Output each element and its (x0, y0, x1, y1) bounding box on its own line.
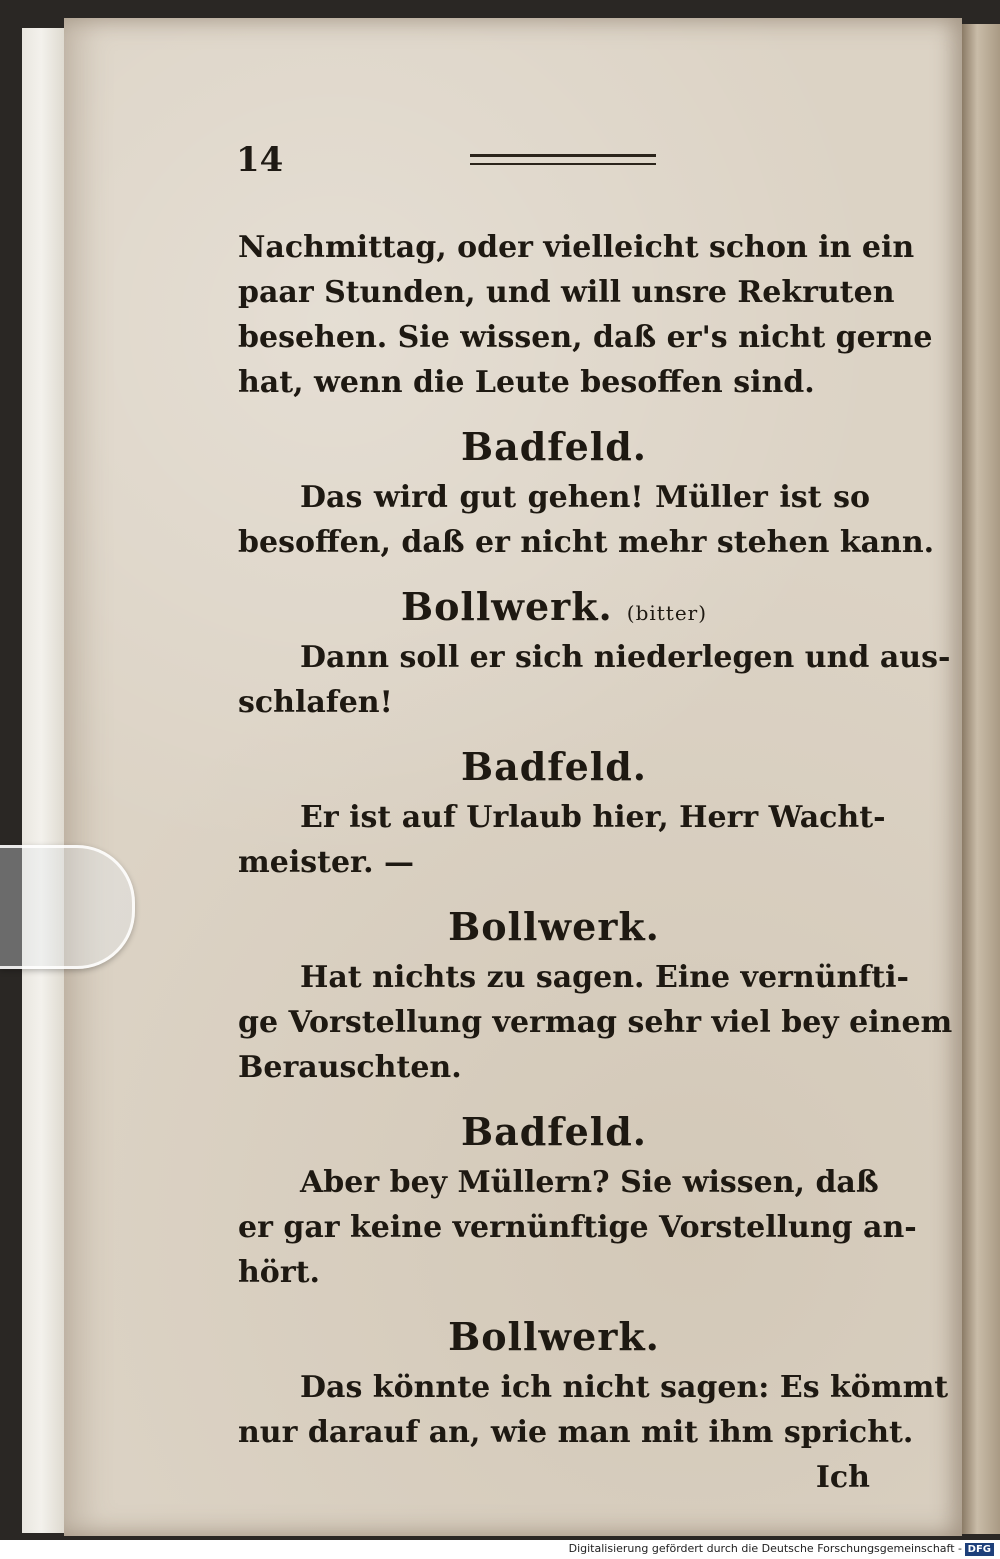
text-line: Hat nichts zu sagen. Eine vernünfti- (300, 960, 909, 995)
text-line: besoffen, daß er nicht mehr stehen kann. (238, 525, 935, 560)
speaker-name (238, 743, 870, 791)
page-number: 14 (236, 140, 284, 180)
text-line: Nachmittag, oder vielleicht schon in ein (238, 230, 915, 265)
header-rule (470, 154, 656, 165)
text-line: paar Stunden, und will unsre Rekruten (238, 275, 895, 310)
speaker-name (238, 423, 870, 471)
text-line: Aber bey Müllern? Sie wissen, daß (300, 1165, 879, 1200)
text-line: Berauschten. (238, 1050, 462, 1085)
speaker-label: Badfeld. (460, 1109, 648, 1154)
text-line: Er ist auf Urlaub hier, Herr Wacht- (300, 800, 886, 835)
text-line: meister. — (238, 845, 415, 880)
text-line: besehen. Sie wissen, daß er's nicht gerne (238, 320, 933, 355)
page-header (236, 140, 856, 180)
speaker-label: Badfeld. (460, 424, 648, 469)
text-line: Dann soll er sich niederlegen und aus- (300, 640, 951, 675)
speaker-name (238, 1313, 870, 1361)
speaker-name (238, 903, 870, 951)
text-line: Das könnte ich nicht sagen: Es kömmt (300, 1370, 949, 1405)
text-line: Das wird gut gehen! Müller ist so (300, 480, 870, 515)
stage-direction: (bitter) (626, 601, 708, 625)
facing-page-edge (962, 24, 1000, 1534)
text-line: ge Vorstellung vermag sehr viel bey einem (238, 1005, 953, 1040)
page-clip (0, 845, 135, 969)
text-line: er gar keine vernünftige Vorstellung an- (238, 1210, 917, 1245)
speaker-name (238, 1108, 870, 1156)
speaker-label: Badfeld. (460, 744, 648, 789)
speaker-label: Bollwerk. (448, 1314, 660, 1359)
text-line: hat, wenn die Leute besoffen sind. (238, 365, 815, 400)
catchword: Ich (815, 1460, 870, 1495)
footer-bar (0, 1540, 1000, 1559)
page-body (238, 225, 953, 1500)
funding-credit: Digitalisierung gefördert durch die Deutsche Forschungsgemeinschaft - (568, 1542, 962, 1555)
dfg-logo: DFG (965, 1543, 994, 1556)
text-line: nur darauf an, wie man mit ihm spricht. (238, 1415, 914, 1450)
speaker-label: Bollwerk. (448, 904, 660, 949)
speaker-name (238, 583, 870, 631)
speaker-label: Bollwerk. (400, 584, 613, 629)
text-line: hört. (238, 1255, 320, 1290)
text-line: schlafen! (238, 685, 393, 720)
